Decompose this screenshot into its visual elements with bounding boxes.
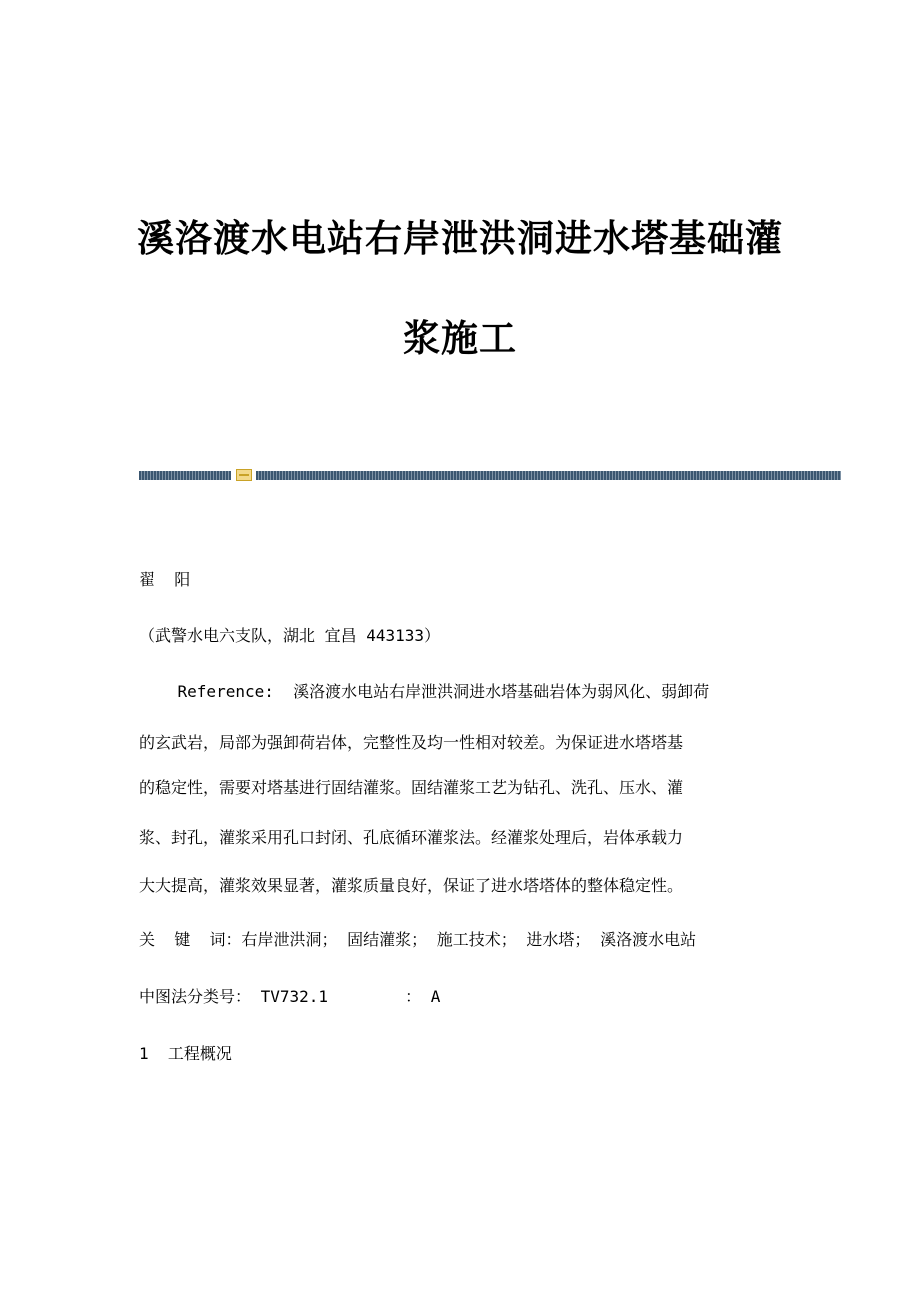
abstract-line: 大大提高，灌浆效果显著，灌浆质量良好，保证了进水塔塔体的整体稳定性。 xyxy=(139,876,684,895)
abstract-line: 浆、封孔，灌浆采用孔口封闭、孔底循环灌浆法。经灌浆处理后，岩体承载力 xyxy=(139,828,684,847)
title-rule-right xyxy=(256,471,841,480)
title-rule-left xyxy=(139,471,231,480)
title-line-1: 溪洛渡水电站右岸泄洪洞进水塔基础灌 xyxy=(137,216,783,260)
abstract-line: 的玄武岩，局部为强卸荷岩体，完整性及均一性相对较差。为保证进水塔塔基 xyxy=(139,733,684,752)
section-heading: 1 工程概况 xyxy=(139,1044,232,1063)
abstract-line: Reference: 溪洛渡水电站右岸泄洪洞进水塔基础岩体为弱风化、弱卸荷 xyxy=(139,682,710,701)
title-line-2: 浆施工 xyxy=(403,316,517,360)
author-affiliation: （武警水电六支队，湖北 宜昌 443133） xyxy=(139,626,441,645)
rule-emblem-icon xyxy=(236,469,252,481)
author-name: 翟 阳 xyxy=(139,570,191,589)
abstract-line: 的稳定性，需要对塔基进行固结灌浆。固结灌浆工艺为钻孔、洗孔、压水、灌 xyxy=(139,778,684,797)
keywords-line: 关 键 词：右岸泄洪洞； 固结灌浆； 施工技术； 进水塔； 溪洛渡水电站 xyxy=(139,930,697,949)
classification-line: 中图法分类号： TV732.1 ： A xyxy=(139,987,441,1006)
